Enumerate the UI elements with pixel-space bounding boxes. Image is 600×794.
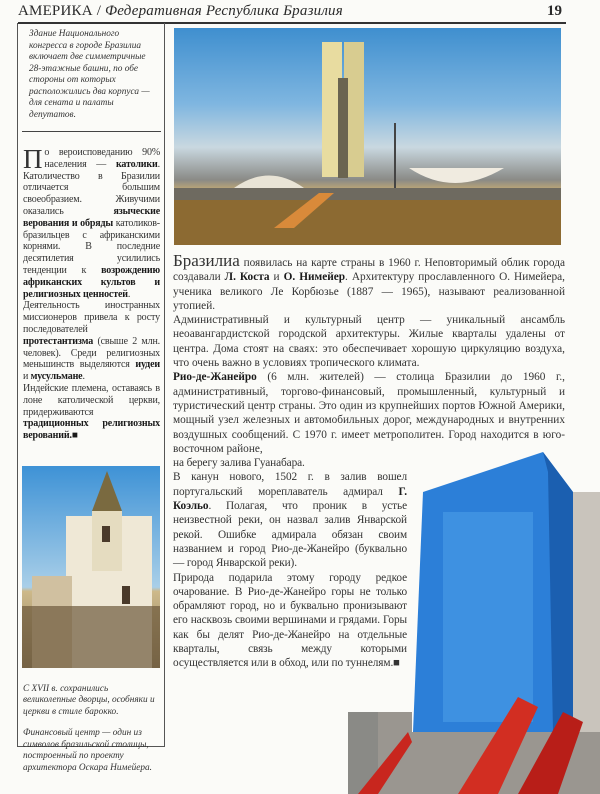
body-text: . Полагая, что проник в устье неизвестной реки, он назвал залив Январской рекой. Ошибке адмирала обязан своим названием и город Рио-де-Жанейро (буквально — город Январской реки). [173, 500, 407, 570]
emphasis-text: католики [115, 158, 158, 170]
left-column [23, 144, 160, 774]
red-sculpture-photo [348, 712, 412, 794]
body-text: . Католичество в Бразилии отличается большим своеобразием. Живучими оказались [23, 158, 160, 217]
running-header [18, 3, 343, 20]
baroque-church-photo [22, 466, 160, 668]
emphasis-text: иудеи [135, 359, 160, 371]
emphasis-text: Г. Коэльо [173, 485, 407, 513]
body-text: и [23, 371, 31, 383]
body-text: . [127, 288, 131, 300]
body-text: о вероисповеданию 90% населения — [44, 147, 160, 170]
header-separator: / [92, 3, 106, 19]
religion-sidebar [23, 144, 160, 442]
emphasis-text: Л. Коста [224, 271, 270, 284]
emphasis-text: языческие верования и обряды [23, 205, 160, 229]
emphasis-text: О. Нимейер [283, 271, 346, 284]
body-text: Природа подарила этому городу редкое очарование. В Рио-де-Жанейро горы не только обрамляют город, но и буквально пронизывают его насквозь своими вершинами и грядами. Горы как бы делят Рио-де-Жанейро на отдельные кварталы, связь между которыми осуществляется или в обход, или по туннелям.■ [173, 571, 407, 670]
emphasis-text: традиционных религиозных верований.■ [23, 418, 160, 442]
body-text: католиков-бразильцев с африканскими корнями. В последние десятилетия усилились тенденции к [23, 217, 160, 276]
rio-history-text [173, 456, 407, 670]
chapter-title: Федеративная Республика Бразилия [105, 3, 343, 19]
emphasis-text: возрождению африканских культов и религиозных ценностей [23, 264, 160, 300]
body-text: (свыше 2 млн. человек). Среди религиозных меньшинств выделяются [23, 335, 160, 371]
emphasis-text: протестантизма [23, 335, 94, 347]
main-paragraph [173, 251, 565, 313]
body-text: Административный и культурный центр — уникальный ансамбль неоавангардистской городской архитектуры. Жилые кварталы удалены от центра. Дома стоят на сваях: это обеспечивает хорошую циркуляцию воздуха, что очень важно в условиях тропического климата. [173, 314, 565, 370]
main-column [173, 251, 565, 671]
body-text: появилась на карте страны в 1960 г. Неповторимый облик города создавали [173, 257, 565, 284]
emphasis-text: мусульмане [30, 371, 83, 383]
emphasis-text: Рио-де-Жанейро [173, 371, 257, 384]
rio-paragraph [173, 571, 407, 671]
baroque-caption: С XVII в. сохранились великолепные дворцы, особняки и церкви в стиле барокко. [23, 683, 155, 717]
finance-caption: Финансовый центр — один из символов бразильской столицы, построенный по проекту архитектора Оскара Нимейера. [23, 728, 152, 773]
body-text: (6 млн. жителей) — столица Бразилии до 1960 г., административный, торгово-финансовый, промышленный, культурный и туристический центр страны. Это один из крупнейших портов Южной Америки, мощный узел железных и автомобильных дорог, международных и внутренних воздушных сообщений. С 1970 г. имеет метрополитен. Город находится в юго-восточном районе, [173, 371, 565, 455]
congress-caption: Здание Национального конгресса в городе Бразилиа включает две симметричные 28-этажные башни, по обе стороны от которых расположились два корпуса — для сената и палаты депутатов. [29, 29, 150, 120]
section-name: АМЕРИКА [18, 3, 93, 19]
body-text: и [269, 271, 284, 284]
body-text: . Архитектуру прославленного О. Нимейера, ученика великого Ле Корбюзье (1887 — 1965), называют реализованной утопией. [173, 271, 565, 312]
drop-cap: П [23, 144, 43, 174]
congress-photo [174, 28, 561, 245]
body-text: Индейские племена, оставаясь в лоне католической церкви, придерживаются [23, 382, 160, 418]
lead-word: Бразилиа [173, 251, 240, 270]
rio-paragraph [173, 470, 407, 570]
main-paragraph [173, 370, 565, 456]
main-text [173, 251, 565, 456]
body-text: В канун нового, 1502 г. в залив вошел португальский мореплаватель адмирал [173, 471, 407, 498]
sidebar-paragraph [23, 383, 160, 442]
sidebar-paragraph [23, 300, 160, 383]
body-text: на берегу залива Гуанабара. [173, 457, 305, 470]
page-number: 19 [547, 3, 562, 19]
body-text: Деятельность иностранных миссионеров привела к росту последователей [23, 300, 160, 335]
main-paragraph [173, 313, 565, 370]
sidebar-divider [22, 131, 161, 132]
body-text: . [82, 371, 85, 383]
rio-paragraph [173, 456, 407, 470]
sidebar-paragraph [23, 144, 160, 300]
